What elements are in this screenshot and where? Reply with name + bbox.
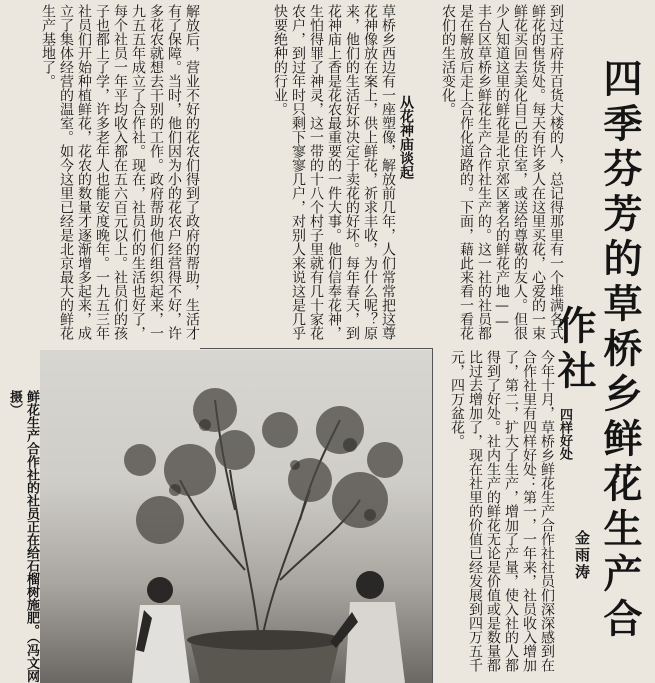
section-heading-flower-temple: 从花神庙谈起 bbox=[398, 95, 414, 179]
article-headline: 四季芬芳的草桥乡鲜花生产合作社 bbox=[551, 57, 643, 643]
article-author: 金雨涛 bbox=[573, 530, 591, 581]
article-middle-paragraph: 草桥乡西边有一座塑像，解放前几年，人们常常把这尊花神像放在案上，供上鲜花，祈求丰收，为什么呢？原来，他们的生活好坏决定于卖花的好坏。每年春天，到花神庙上香是花农最重要的一件大事。他们信奉花神，生怕得罪了神灵，这一带的十八个村子里就有几十家花农户，到过年时只剩下寥寥几户，对别人来说这是几乎快要绝种的行业。 bbox=[272, 4, 396, 340]
column-divider-horizontal bbox=[200, 348, 432, 349]
photo-caption: 鲜花生产合作社的社员正在给石榴树施肥。（冯文网摄） bbox=[7, 390, 39, 683]
article-left-paragraph: 解放后，营业不好的花农们得到了政府的帮助，生活才有了保障。当时，他们因为小的花农户经营得不好，许多花农就想去干别的工作。政府帮助他们组织起来，一九五五年成立了合作社。现在，社员们的生活也好了，每个社员一年平均收入都在五六百元以上。社员们的孩子也都上了学，许多老年人也能安度晚年。一九五三年社员们开始种植鲜花，花农的数量才逐渐增多起来，成立了集体经营的温室。如今这里已经是北京最大的鲜花生产基地了。 bbox=[40, 4, 200, 340]
section-heading-four-benefits: 四样好处 bbox=[557, 408, 572, 460]
photo-illustration bbox=[40, 350, 432, 683]
article-intro-paragraph: 到过王府井百货大楼的人，总记得那里有一个堆满各式鲜花的售货处。每天有许多人在这里买花，心爱的一束鲜花买回去美化自己的住室，或送给尊敬的友人。但很少人知道这里的鲜花是北京郊区著名的鲜花产地——丰台区草桥乡鲜花生产合作社生产的。这一社的社员都是在解放后走上合作化道路的。下面，藉此来看一看花农们的生活变化。 bbox=[440, 4, 564, 340]
article-lower-paragraph: 今年十月，草桥乡鲜花生产合作社社员们深深感到在合作社里有四样好处：第一，一年来，社员收入增加了，第二，扩大了生产，增加了产量，使入社的人都得到了好处。社内生产的鲜花无论是价值或是数量都比过去增加了，现在社里的价值已经发展到四万五千元，四万盆花。 bbox=[449, 350, 555, 672]
news-photo-pomegranate-tree bbox=[40, 350, 432, 683]
